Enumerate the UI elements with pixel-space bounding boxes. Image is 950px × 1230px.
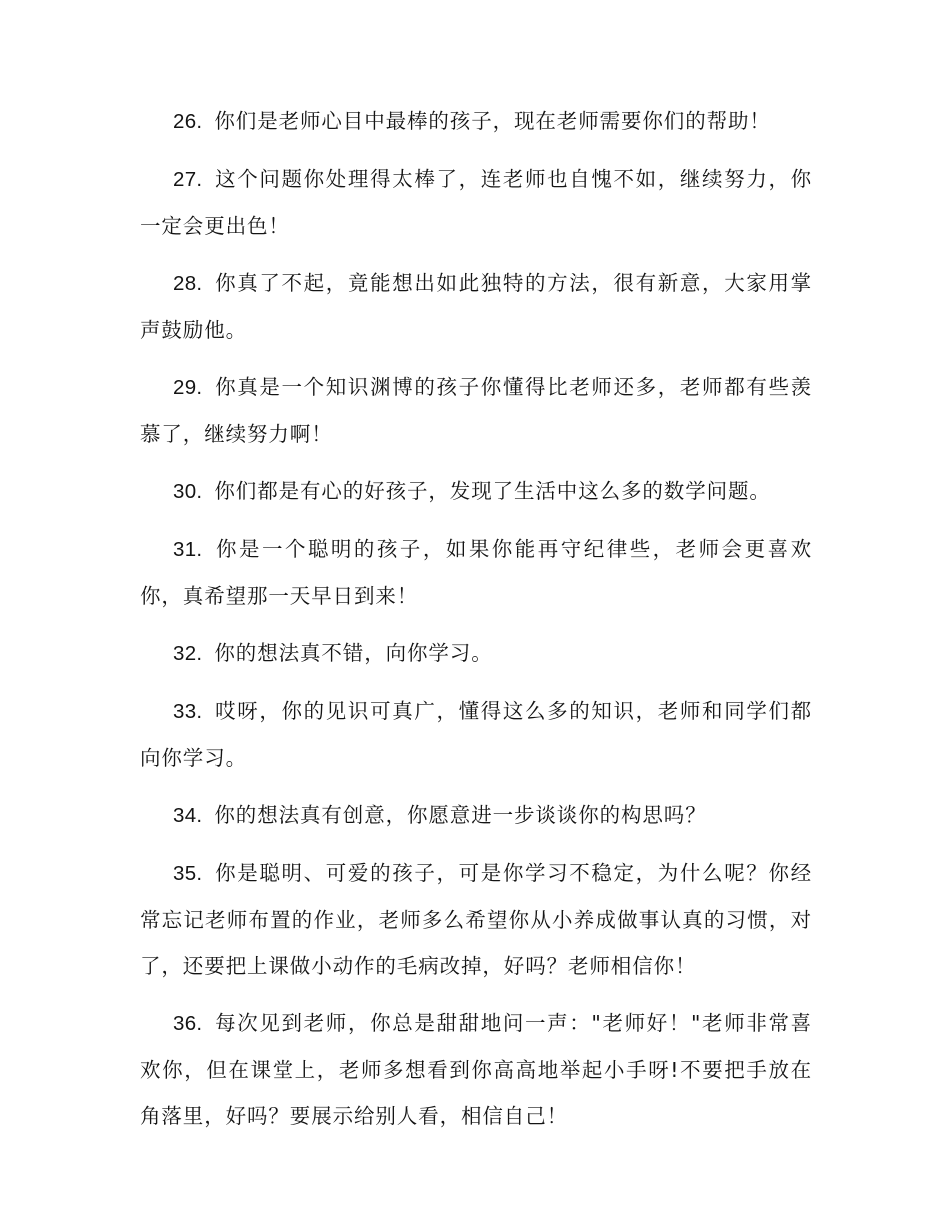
item-text: 你真是一个知识渊博的孩子你懂得比老师还多，老师都有些羡慕了，继续努力啊！ bbox=[140, 375, 812, 446]
item-number: 29. bbox=[173, 376, 203, 399]
item-number: 36. bbox=[173, 1012, 203, 1035]
item-text: 哎呀，你的见识可真广，懂得这么多的知识，老师和同学们都向你学习。 bbox=[140, 699, 812, 770]
list-item bbox=[140, 792, 812, 839]
item-number: 35. bbox=[173, 862, 203, 885]
item-text: 这个问题你处理得太棒了，连老师也自愧不如，继续努力，你一定会更出色！ bbox=[140, 167, 812, 238]
item-number: 30. bbox=[173, 480, 203, 503]
list-item bbox=[140, 630, 812, 677]
item-number: 26. bbox=[173, 110, 203, 133]
list-item bbox=[140, 688, 812, 781]
item-text: 你的想法真有创意，你愿意进一步谈谈你的构思吗？ bbox=[214, 803, 707, 827]
item-text: 你的想法真不错，向你学习。 bbox=[214, 641, 493, 665]
item-number: 34. bbox=[173, 804, 203, 827]
list-item bbox=[140, 850, 812, 989]
list-item bbox=[140, 156, 812, 249]
item-number: 28. bbox=[173, 272, 203, 295]
item-text: 你们都是有心的好孩子，发现了生活中这么多的数学问题。 bbox=[214, 479, 771, 503]
item-text: 每次见到老师，你总是甜甜地问一声："老师好！"老师非常喜欢你，但在课堂上，老师多想看到你高高地举起小手呀!不要把手放在角落里，好吗？要展示给别人看，相信自己！ bbox=[140, 1011, 812, 1128]
comment-list bbox=[140, 98, 812, 1150]
list-item bbox=[140, 260, 812, 353]
item-text: 你是聪明、可爱的孩子，可是你学习不稳定，为什么呢？你经常忘记老师布置的作业，老师多么希望你从小养成做事认真的习惯，对了，还要把上课做小动作的毛病改掉，好吗？老师相信你！ bbox=[140, 861, 812, 978]
item-number: 27. bbox=[173, 168, 203, 191]
list-item bbox=[140, 1000, 812, 1139]
list-item bbox=[140, 98, 812, 145]
list-item bbox=[140, 526, 812, 619]
item-number: 32. bbox=[173, 642, 203, 665]
item-number: 31. bbox=[173, 538, 203, 561]
list-item bbox=[140, 468, 812, 515]
item-number: 33. bbox=[173, 700, 203, 723]
item-text: 你真了不起，竟能想出如此独特的方法，很有新意，大家用掌声鼓励他。 bbox=[140, 271, 812, 342]
item-text: 你是一个聪明的孩子，如果你能再守纪律些，老师会更喜欢你，真希望那一天早日到来！ bbox=[140, 537, 812, 608]
list-item bbox=[140, 364, 812, 457]
item-text: 你们是老师心目中最棒的孩子，现在老师需要你们的帮助！ bbox=[214, 109, 771, 133]
